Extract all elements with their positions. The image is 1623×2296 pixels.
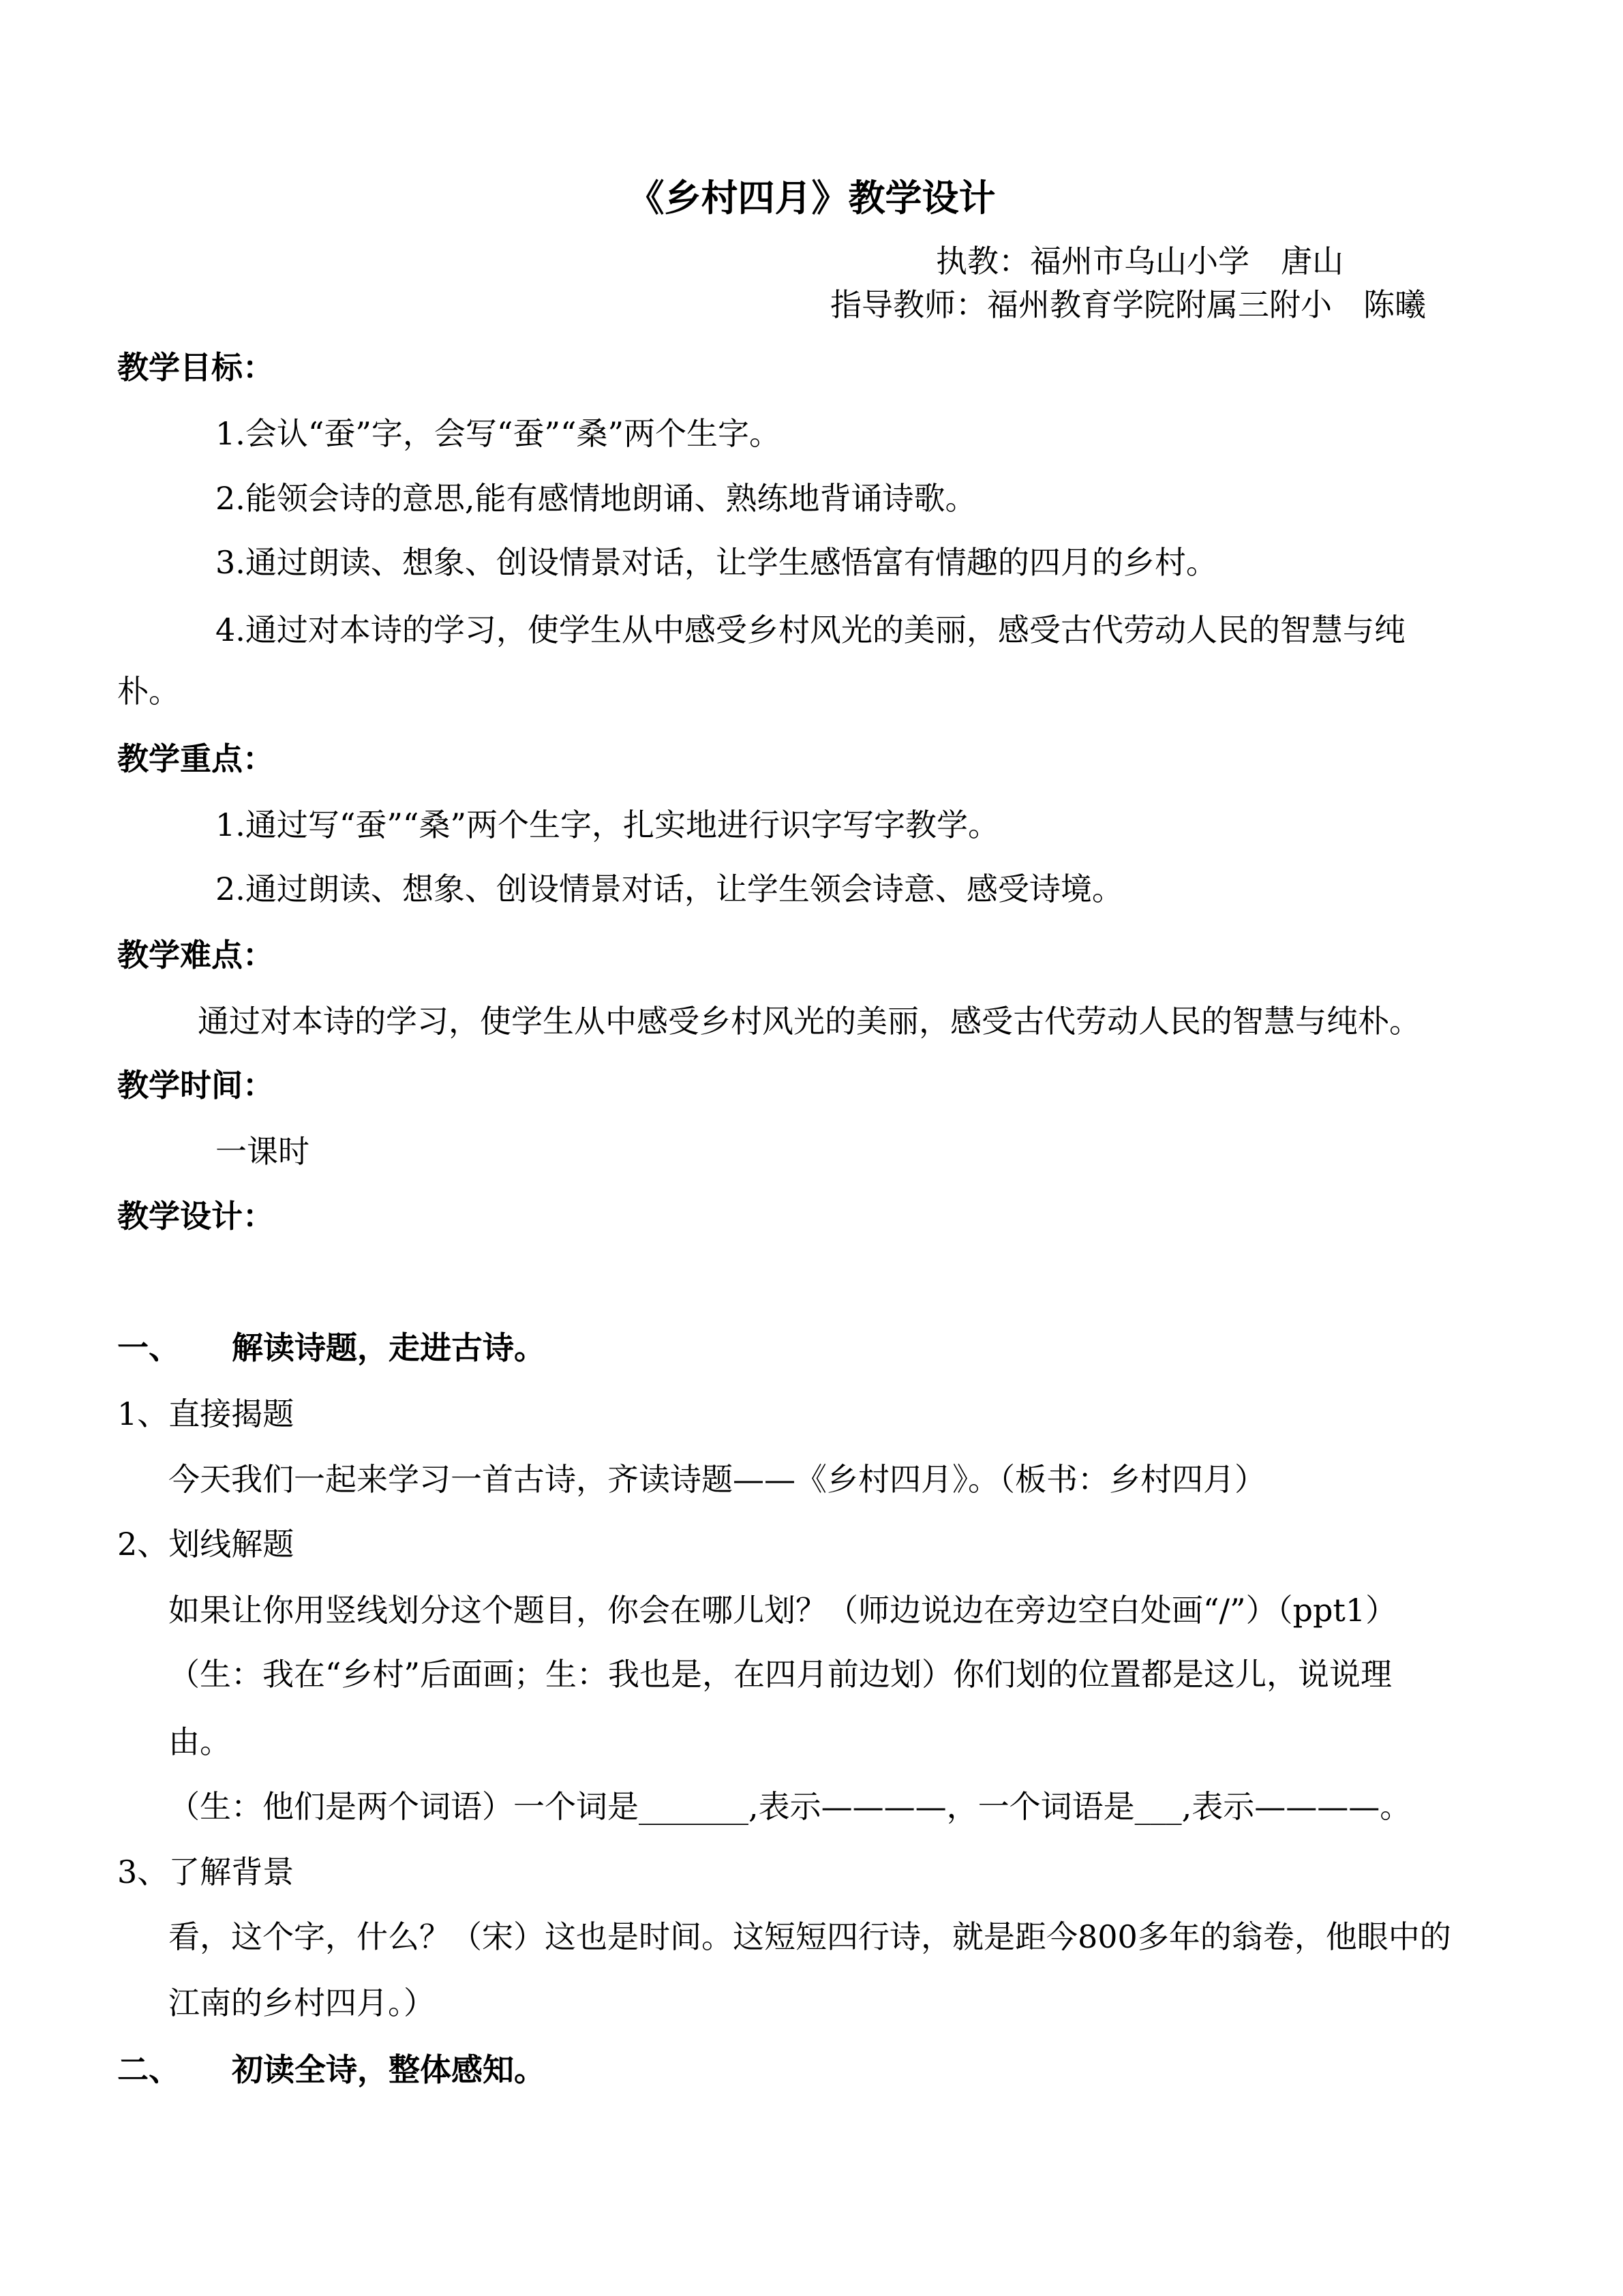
step3-label: 3、了解背景 bbox=[117, 1854, 294, 1890]
objective-item-continued: 朴。 bbox=[117, 673, 180, 710]
step2-line: （生：他们是两个词语）一个词是_______,表示————，一个词语是___,表示————。 bbox=[168, 1788, 1412, 1825]
step2-line: （生：我在“乡村”后面画；生：我也是，在四月前边划）你们划的位置都是这儿，说说理 bbox=[168, 1656, 1393, 1693]
step2-line: 如果让你用竖线划分这个题目，你会在哪儿划？（师边说边在旁边空白处画“/”）（ppt1） bbox=[168, 1592, 1397, 1629]
step1-text: 今天我们一起来学习一首古诗，齐读诗题——《乡村四月》。（板书：乡村四月） bbox=[168, 1461, 1266, 1498]
part2-number: 二、 bbox=[117, 2051, 180, 2088]
difficulties-heading: 教学难点： bbox=[117, 937, 274, 973]
objectives-heading: 教学目标： bbox=[117, 349, 274, 386]
time-heading: 教学时间： bbox=[117, 1067, 274, 1104]
objective-item: 3.通过朗读、想象、创设情景对话，让学生感悟富有情趣的四月的乡村。 bbox=[215, 544, 1217, 581]
document-title: 《乡村四月》教学设计 bbox=[627, 176, 996, 220]
key-point-item: 1.通过写“蚕”“桑”两个生字，扎实地进行识字写字教学。 bbox=[215, 806, 999, 843]
step3-line: 江南的乡村四月。） bbox=[168, 1984, 435, 2021]
objective-item: 1.会认“蚕”字，会写“蚕”“桑”两个生字。 bbox=[215, 415, 780, 452]
step3-line: 看，这个字，什么？（宋）这也是时间。这短短四行诗，就是距今800多年的翁卷，他眼中的 bbox=[168, 1918, 1451, 1955]
design-heading: 教学设计： bbox=[117, 1198, 274, 1235]
step2-label: 2、划线解题 bbox=[117, 1526, 294, 1562]
difficulties-text: 通过对本诗的学习，使学生从中感受乡村风光的美丽，感受古代劳动人民的智慧与纯朴。 bbox=[198, 1003, 1421, 1040]
part2-title: 初读全诗，整体感知。 bbox=[232, 2051, 545, 2088]
key-points-heading: 教学重点： bbox=[117, 740, 274, 777]
step2-line: 由。 bbox=[168, 1723, 231, 1760]
key-point-item: 2.通过朗读、想象、创设情景对话，让学生领会诗意、感受诗境。 bbox=[215, 871, 1123, 907]
part1-title: 解读诗题，走进古诗。 bbox=[232, 1329, 545, 1366]
objective-item: 4.通过对本诗的学习，使学生从中感受乡村风光的美丽，感受古代劳动人民的智慧与纯 bbox=[215, 611, 1406, 648]
advisor-line: 指导教师：福州教育学院附属三附小 陈曦 bbox=[830, 286, 1426, 323]
time-value: 一课时 bbox=[215, 1133, 309, 1170]
teacher-line: 执教：福州市乌山小学 唐山 bbox=[936, 243, 1344, 280]
part1-number: 一、 bbox=[117, 1329, 180, 1366]
step1-label: 1、直接揭题 bbox=[117, 1395, 294, 1432]
objective-item: 2.能领会诗的意思,能有感情地朗诵、熟练地背诵诗歌。 bbox=[215, 480, 977, 517]
